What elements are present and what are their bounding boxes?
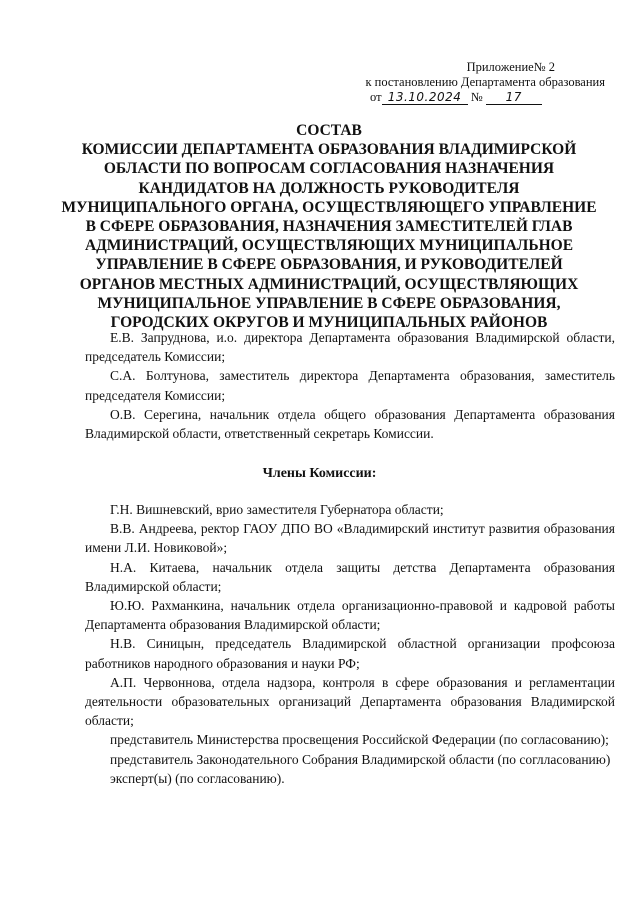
title-line: МУНИЦИПАЛЬНОГО ОРГАНА, ОСУЩЕСТВЛЯЮЩЕГО УПРАВЛЕНИЕ <box>61 198 597 216</box>
member-entry: Н.А. Китаева, начальник отдела защиты детства Департамента образования Владимирской области; <box>85 559 615 594</box>
handwritten-number: 17 <box>486 91 542 105</box>
members-heading: Члены Комиссии: <box>262 466 377 481</box>
member-entry: Ю.Ю. Рахманкина, начальник отдела организационно-правовой и кадровой работы Департамента образования Владимирской области; <box>85 598 615 633</box>
title-line: ОБЛАСТИ ПО ВОПРОСАМ СОГЛАСОВАНИЯ НАЗНАЧЕНИЯ <box>103 160 555 178</box>
appendix-block <box>330 60 605 105</box>
title-line: ОРГАНОВ МЕСТНЫХ АДМИНИСТРАЦИЙ, ОСУЩЕСТВЛЯЮЩИХ <box>79 275 579 293</box>
members-list <box>85 500 615 788</box>
member-entry: Г.Н. Вишневский, врио заместителя Губернатора области; <box>110 502 444 517</box>
member-entry: А.П. Червоннова, отдела надзора, контроля в сфере образования и регламентации деятельности образовательных организаций Департамента образования Владимирской области; <box>85 674 615 729</box>
document-title <box>60 121 598 332</box>
number-prefix: № <box>470 90 483 104</box>
leadership-entry: С.А. Болтунова, заместитель директора Департамента образования, заместитель председателя Комиссии; <box>85 368 615 403</box>
leadership-entry: О.В. Серегина, начальник отдела общего образования Департамента образования Владимирской области, ответственный секретарь Комиссии. <box>85 406 615 442</box>
handwritten-date: 13.10.2024 <box>382 91 468 105</box>
member-entry: представитель Законодательного Собрания Владимирской области (по соглласованию) <box>110 751 611 767</box>
member-entry: представитель Министерства просвещения Российской Федерации (по согласованию); <box>110 732 609 748</box>
title-line: СОСТАВ <box>296 122 362 139</box>
appendix-decree: к постановлению Департамента образования <box>365 75 605 89</box>
title-line: КОМИССИИ ДЕПАРТАМЕНТА ОБРАЗОВАНИЯ ВЛАДИМИРСКОЙ <box>81 141 577 159</box>
title-line: ГОРОДСКИХ ОКРУГОВ И МУНИЦИПАЛЬНЫХ РАЙОНОВ <box>110 314 548 332</box>
title-line: МУНИЦИПАЛЬНОЕ УПРАВЛЕНИЕ В СФЕРЕ ОБРАЗОВАНИЯ, <box>97 294 561 312</box>
title-line: УПРАВЛЕНИЕ В СФЕРЕ ОБРАЗОВАНИЯ, И РУКОВОДИТЕЛЕЙ <box>95 256 563 274</box>
title-line: АДМИНИСТРАЦИЙ, ОСУЩЕСТВЛЯЮЩИХ МУНИЦИПАЛЬНОЕ <box>84 237 574 255</box>
member-entry: Н.В. Синицын, председатель Владимирской областной организации профсоюза работников народного образования и науки РФ; <box>85 636 615 671</box>
title-line: КАНДИДАТОВ НА ДОЛЖНОСТЬ РУКОВОДИТЕЛЯ <box>138 179 520 197</box>
leadership-list <box>85 328 615 443</box>
member-entry: эксперт(ы) (по согласованию). <box>110 770 285 786</box>
appendix-date-line <box>330 90 605 105</box>
appendix-number: Приложение№ 2 <box>466 60 555 74</box>
leadership-entry: Е.В. Запруднова, и.о. директора Департамента образования Владимирской области, председатель Комиссии; <box>85 330 615 365</box>
member-entry: В.В. Андреева, ректор ГАОУ ДПО ВО «Владимирский институт развития образования имени Л.И. Новиковой»; <box>85 521 615 556</box>
date-prefix: от <box>370 90 382 104</box>
title-line: В СФЕРЕ ОБРАЗОВАНИЯ, НАЗНАЧЕНИЯ ЗАМЕСТИТЕЛЕЙ ГЛАВ <box>85 218 573 236</box>
